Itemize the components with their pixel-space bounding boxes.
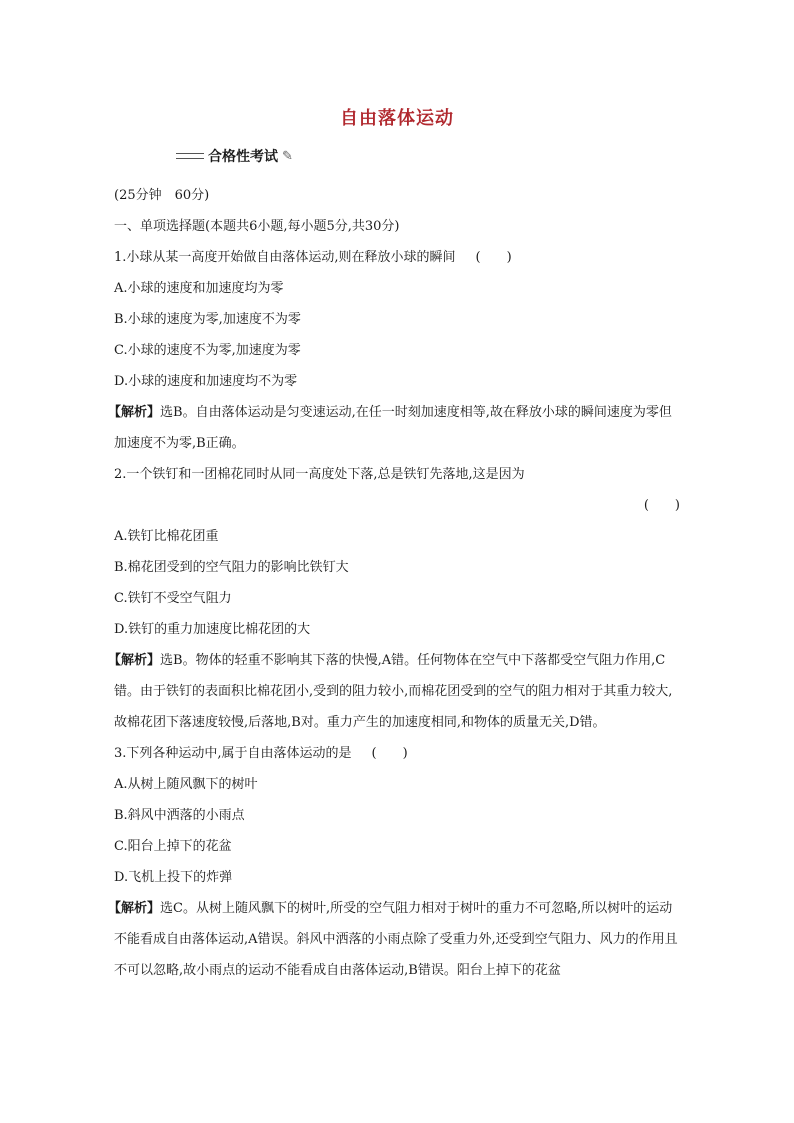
question-stem: [114, 738, 680, 769]
option: D.飞机上投下的炸弹: [114, 870, 233, 885]
option: D.小球的速度和加速度均不为零: [114, 374, 298, 389]
content: [108, 180, 680, 986]
option: C.阳台上掉下的花盆: [114, 839, 232, 854]
time-score: (25分钟 60分): [114, 188, 210, 203]
answer-tag: 【解析】: [108, 901, 161, 916]
answer-bracket: ( ): [371, 746, 408, 761]
pencil-icon: ✎: [282, 148, 293, 164]
option: A.小球的速度和加速度均为零: [114, 281, 284, 296]
answer-tag: 【解析】: [108, 405, 161, 420]
double-line-decoration: [176, 153, 204, 159]
option: D.铁钉的重力加速度比棉花团的大: [114, 622, 311, 637]
part-heading: 一、单项选择题(本题共6小题,每小题5分,共30分): [114, 219, 400, 234]
option: A.从树上随风飘下的树叶: [114, 777, 258, 792]
option: C.小球的速度不为零,加速度为零: [114, 343, 301, 358]
explanation-text: 选C。从树上随风飘下的树叶,所受的空气阻力相对于树叶的重力不可忽略,所以树叶的运动不能看成自由落体运动,A错误。斜风中洒落的小雨点除了受重力外,还受到空气阻力、风力的作用且不可以忽略,故小雨点的运动不能看成自由落体运动,B错误。阳台上掉下的花盆: [114, 901, 678, 978]
explanation-text: 选B。物体的轻重不影响其下落的快慢,A错。任何物体在空气中下落都受空气阻力作用,C错。由于铁钉的表面积比棉花团小,受到的阻力较小,而棉花团受到的空气的阻力相对于其重力较大,故棉花团下落速度较慢,后落地,B对。重力产生的加速度相同,和物体的质量无关,D错。: [114, 653, 673, 730]
option: B.斜风中洒落的小雨点: [114, 808, 245, 823]
explanation: [108, 645, 680, 738]
answer-bracket: ( ): [643, 498, 680, 513]
question-stem: 2.一个铁钉和一团棉花同时从同一高度处下落,总是铁钉先落地,这是因为: [114, 467, 525, 482]
question-stem: [114, 242, 680, 273]
option: C.铁钉不受空气阻力: [114, 591, 232, 606]
section-header: [176, 146, 293, 166]
section-label: 合格性考试: [208, 149, 278, 165]
explanation: [108, 397, 680, 459]
stem-text: 3.下列各种运动中,属于自由落体运动的是: [114, 746, 352, 761]
explanation-text: 选B。自由落体运动是匀变速运动,在任一时刻加速度相等,故在释放小球的瞬间速度为零但加速度不为零,B正确。: [114, 405, 672, 451]
answer-tag: 【解析】: [108, 653, 161, 668]
option: B.棉花团受到的空气阻力的影响比铁钉大: [114, 560, 349, 575]
explanation: [108, 893, 680, 986]
answer-bracket: ( ): [475, 250, 512, 265]
stem-text: 1.小球从某一高度开始做自由落体运动,则在释放小球的瞬间: [114, 250, 456, 265]
option: A.铁钉比棉花团重: [114, 529, 219, 544]
page-title: 自由落体运动: [340, 108, 454, 129]
option: B.小球的速度为零,加速度不为零: [114, 312, 301, 327]
